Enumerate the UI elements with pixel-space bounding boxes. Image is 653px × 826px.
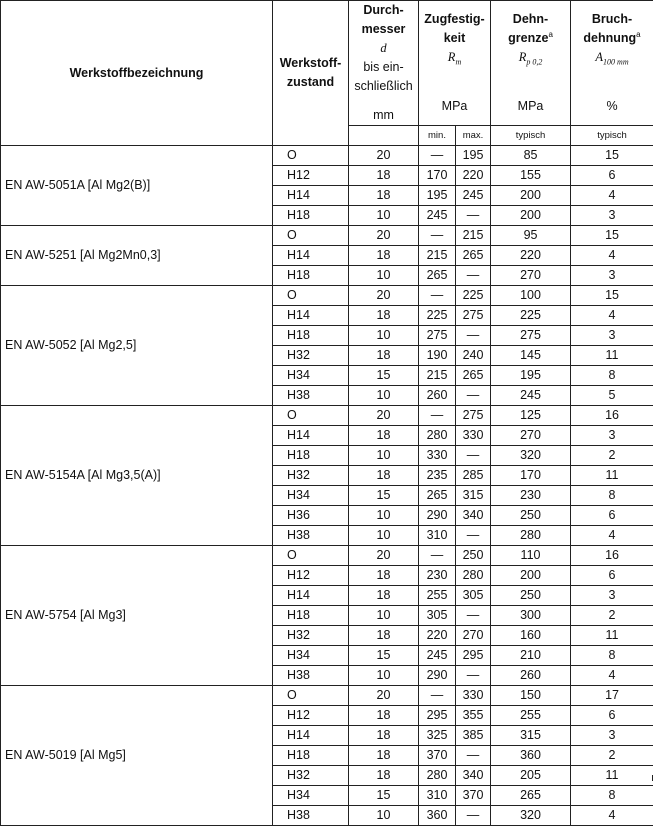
temper-cell: H38 — [273, 386, 349, 406]
proof-stress-cell: 230 — [491, 486, 571, 506]
tensile-max-cell: 240 — [456, 346, 491, 366]
elongation-cell: 8 — [571, 786, 653, 806]
proof-stress-cell: 125 — [491, 406, 571, 426]
temper-cell: H14 — [273, 726, 349, 746]
proof-stress-cell: 145 — [491, 346, 571, 366]
diameter-cell: 18 — [349, 746, 419, 766]
elongation-cell: 5 — [571, 386, 653, 406]
tensile-max-cell: 195 — [456, 146, 491, 166]
proof-stress-cell: 275 — [491, 326, 571, 346]
proof-stress-cell: 200 — [491, 566, 571, 586]
elongation-cell: 11 — [571, 626, 653, 646]
temper-cell: H32 — [273, 766, 349, 786]
diameter-cell: 18 — [349, 706, 419, 726]
tensile-min-cell: — — [419, 546, 456, 566]
diameter-cell: 20 — [349, 286, 419, 306]
temper-cell: O — [273, 406, 349, 426]
tensile-max-cell: 370 — [456, 786, 491, 806]
temper-cell: H34 — [273, 486, 349, 506]
elongation-cell: 8 — [571, 646, 653, 666]
tensile-min-cell: 360 — [419, 806, 456, 826]
elongation-cell: 4 — [571, 186, 653, 206]
tensile-max-cell: — — [456, 746, 491, 766]
proof-stress-cell: 255 — [491, 706, 571, 726]
temper-cell: H12 — [273, 566, 349, 586]
elongation-cell: 11 — [571, 466, 653, 486]
proof-stress-cell: 320 — [491, 446, 571, 466]
tensile-max-cell: 265 — [456, 366, 491, 386]
table-row — [1, 226, 653, 246]
proof-stress-cell: 320 — [491, 806, 571, 826]
header-tensile-min: min. — [419, 126, 456, 146]
tensile-min-cell: 220 — [419, 626, 456, 646]
proof-stress-cell: 315 — [491, 726, 571, 746]
header-elongation-typ: typisch — [571, 126, 653, 146]
elongation-cell: 4 — [571, 246, 653, 266]
proof-stress-cell: 200 — [491, 206, 571, 226]
proof-stress-cell: 210 — [491, 646, 571, 666]
elongation-cell: 4 — [571, 526, 653, 546]
temper-cell: H18 — [273, 326, 349, 346]
elongation-cell: 3 — [571, 726, 653, 746]
elongation-cell: 2 — [571, 606, 653, 626]
elongation-cell: 2 — [571, 746, 653, 766]
tensile-min-cell: 310 — [419, 526, 456, 546]
tensile-max-cell: 340 — [456, 766, 491, 786]
table-row — [1, 686, 653, 706]
tensile-min-cell: — — [419, 286, 456, 306]
diameter-cell: 20 — [349, 406, 419, 426]
tensile-min-cell: 260 — [419, 386, 456, 406]
proof-stress-cell: 250 — [491, 506, 571, 526]
proof-stress-cell: 200 — [491, 186, 571, 206]
diameter-cell: 18 — [349, 426, 419, 446]
diameter-cell: 15 — [349, 786, 419, 806]
diameter-cell: 18 — [349, 726, 419, 746]
elongation-cell: 16 — [571, 406, 653, 426]
header-proof-typ: typisch — [491, 126, 571, 146]
proof-stress-cell: 270 — [491, 426, 571, 446]
tensile-max-cell: 275 — [456, 306, 491, 326]
tensile-min-cell: 280 — [419, 426, 456, 446]
diameter-cell: 10 — [349, 266, 419, 286]
tensile-min-cell: 255 — [419, 586, 456, 606]
temper-cell: H12 — [273, 706, 349, 726]
tensile-max-cell: 220 — [456, 166, 491, 186]
tensile-max-cell: — — [456, 606, 491, 626]
temper-cell: H38 — [273, 806, 349, 826]
temper-cell: H38 — [273, 666, 349, 686]
elongation-cell: 2 — [571, 446, 653, 466]
temper-cell: H38 — [273, 526, 349, 546]
tensile-max-cell: 305 — [456, 586, 491, 606]
proof-stress-cell: 225 — [491, 306, 571, 326]
tensile-max-cell: — — [456, 806, 491, 826]
proof-stress-cell: 195 — [491, 366, 571, 386]
proof-stress-cell: 265 — [491, 786, 571, 806]
tensile-max-cell: 330 — [456, 426, 491, 446]
tensile-max-cell: 280 — [456, 566, 491, 586]
temper-cell: H18 — [273, 206, 349, 226]
tensile-min-cell: 295 — [419, 706, 456, 726]
tensile-min-cell: 245 — [419, 646, 456, 666]
temper-cell: H18 — [273, 446, 349, 466]
elongation-cell: 3 — [571, 426, 653, 446]
header-elongation: Bruch- dehnung$^a$ $A_{100 mm}$ % — [571, 1, 653, 126]
header-designation: Werkstoffbezeichnung — [1, 1, 273, 146]
tensile-max-cell: 340 — [456, 506, 491, 526]
header-proof-stress: Dehn- grenze$^a$ $R_{p 0,2}$ MPa — [491, 1, 571, 126]
proof-stress-cell: 85 — [491, 146, 571, 166]
tensile-max-cell: 330 — [456, 686, 491, 706]
diameter-cell: 20 — [349, 686, 419, 706]
tensile-min-cell: 170 — [419, 166, 456, 186]
diameter-cell: 10 — [349, 666, 419, 686]
proof-stress-cell: 270 — [491, 266, 571, 286]
temper-cell: H12 — [273, 166, 349, 186]
tensile-max-cell: 385 — [456, 726, 491, 746]
tensile-max-cell: — — [456, 326, 491, 346]
elongation-cell: 11 — [571, 766, 653, 786]
elongation-cell: 6 — [571, 706, 653, 726]
proof-stress-cell: 360 — [491, 746, 571, 766]
header-diameter-sub — [349, 126, 419, 146]
diameter-cell: 10 — [349, 806, 419, 826]
temper-cell: H14 — [273, 186, 349, 206]
temper-cell: H18 — [273, 746, 349, 766]
diameter-cell: 18 — [349, 306, 419, 326]
proof-stress-cell: 170 — [491, 466, 571, 486]
diameter-cell: 18 — [349, 766, 419, 786]
temper-cell: O — [273, 146, 349, 166]
designation-cell: EN AW-5051A [Al Mg2(B)] — [1, 146, 273, 226]
temper-cell: H32 — [273, 346, 349, 366]
table-row — [1, 146, 653, 166]
diameter-cell: 10 — [349, 206, 419, 226]
tensile-min-cell: 265 — [419, 266, 456, 286]
elongation-cell: 17 — [571, 686, 653, 706]
proof-stress-cell: 160 — [491, 626, 571, 646]
temper-cell: H18 — [273, 266, 349, 286]
proof-stress-cell: 245 — [491, 386, 571, 406]
elongation-cell: 4 — [571, 806, 653, 826]
elongation-cell: 6 — [571, 506, 653, 526]
tensile-max-cell: — — [456, 526, 491, 546]
diameter-cell: 15 — [349, 486, 419, 506]
tensile-min-cell: — — [419, 406, 456, 426]
temper-cell: H34 — [273, 366, 349, 386]
tensile-max-cell: 275 — [456, 406, 491, 426]
diameter-cell: 18 — [349, 186, 419, 206]
proof-stress-cell: 280 — [491, 526, 571, 546]
temper-cell: H32 — [273, 626, 349, 646]
tensile-max-cell: 215 — [456, 226, 491, 246]
tensile-min-cell: — — [419, 146, 456, 166]
elongation-cell: 8 — [571, 366, 653, 386]
header-tensile: Zugfestig- keit $R_m$ MPa — [419, 1, 491, 126]
tensile-min-cell: 330 — [419, 446, 456, 466]
proof-stress-cell: 155 — [491, 166, 571, 186]
elongation-cell: 3 — [571, 586, 653, 606]
tensile-min-cell: 370 — [419, 746, 456, 766]
proof-stress-cell: 220 — [491, 246, 571, 266]
temper-cell: H14 — [273, 426, 349, 446]
diameter-cell: 18 — [349, 626, 419, 646]
elongation-cell: 3 — [571, 326, 653, 346]
tensile-min-cell: 195 — [419, 186, 456, 206]
header-diameter: Durch- messer d bis ein- schließlich mm — [349, 1, 419, 126]
tensile-min-cell: — — [419, 686, 456, 706]
temper-cell: H14 — [273, 246, 349, 266]
tensile-max-cell: 285 — [456, 466, 491, 486]
tensile-max-cell: 245 — [456, 186, 491, 206]
tensile-min-cell: 310 — [419, 786, 456, 806]
tensile-min-cell: 215 — [419, 366, 456, 386]
elongation-cell: 15 — [571, 226, 653, 246]
tensile-min-cell: 275 — [419, 326, 456, 346]
temper-cell: O — [273, 286, 349, 306]
proof-stress-cell: 250 — [491, 586, 571, 606]
proof-stress-cell: 150 — [491, 686, 571, 706]
tensile-min-cell: 290 — [419, 506, 456, 526]
proof-stress-cell: 260 — [491, 666, 571, 686]
temper-cell: H34 — [273, 646, 349, 666]
diameter-cell: 10 — [349, 386, 419, 406]
designation-cell: EN AW-5754 [Al Mg3] — [1, 546, 273, 686]
temper-cell: H14 — [273, 306, 349, 326]
diameter-cell: 10 — [349, 526, 419, 546]
tensile-max-cell: — — [456, 446, 491, 466]
header-tensile-max: max. — [456, 126, 491, 146]
tensile-max-cell: — — [456, 206, 491, 226]
proof-stress-cell: 205 — [491, 766, 571, 786]
elongation-cell: 15 — [571, 286, 653, 306]
proof-stress-cell: 110 — [491, 546, 571, 566]
temper-cell: H36 — [273, 506, 349, 526]
tensile-min-cell: 280 — [419, 766, 456, 786]
proof-stress-cell: 95 — [491, 226, 571, 246]
diameter-cell: 18 — [349, 466, 419, 486]
diameter-cell: 20 — [349, 146, 419, 166]
tensile-max-cell: — — [456, 386, 491, 406]
elongation-cell: 15 — [571, 146, 653, 166]
tensile-min-cell: 190 — [419, 346, 456, 366]
diameter-cell: 10 — [349, 326, 419, 346]
tensile-max-cell: 250 — [456, 546, 491, 566]
table-continuation — [0, 775, 653, 781]
diameter-cell: 18 — [349, 246, 419, 266]
table-row — [1, 286, 653, 306]
designation-cell: EN AW-5251 [Al Mg2Mn0,3] — [1, 226, 273, 286]
temper-cell: O — [273, 686, 349, 706]
table-row — [1, 406, 653, 426]
tensile-max-cell: 315 — [456, 486, 491, 506]
tensile-max-cell: 295 — [456, 646, 491, 666]
tensile-max-cell: — — [456, 666, 491, 686]
tensile-max-cell: 270 — [456, 626, 491, 646]
diameter-cell: 20 — [349, 546, 419, 566]
tensile-max-cell: 355 — [456, 706, 491, 726]
designation-cell: EN AW-5052 [Al Mg2,5] — [1, 286, 273, 406]
tensile-min-cell: 305 — [419, 606, 456, 626]
diameter-cell: 20 — [349, 226, 419, 246]
tensile-min-cell: 225 — [419, 306, 456, 326]
temper-cell: H18 — [273, 606, 349, 626]
tensile-max-cell: 225 — [456, 286, 491, 306]
diameter-cell: 15 — [349, 646, 419, 666]
elongation-cell: 6 — [571, 166, 653, 186]
diameter-cell: 10 — [349, 606, 419, 626]
tensile-min-cell: 265 — [419, 486, 456, 506]
tensile-min-cell: — — [419, 226, 456, 246]
header-temper: Werkstoff-zustand — [273, 1, 349, 146]
tensile-max-cell: — — [456, 266, 491, 286]
temper-cell: H32 — [273, 466, 349, 486]
diameter-cell: 10 — [349, 506, 419, 526]
diameter-cell: 18 — [349, 346, 419, 366]
diameter-cell: 15 — [349, 366, 419, 386]
table-body — [1, 146, 653, 826]
diameter-cell: 18 — [349, 166, 419, 186]
table-row — [1, 546, 653, 566]
tensile-max-cell: 265 — [456, 246, 491, 266]
elongation-cell: 6 — [571, 566, 653, 586]
elongation-cell: 16 — [571, 546, 653, 566]
elongation-cell: 3 — [571, 266, 653, 286]
diameter-cell: 18 — [349, 566, 419, 586]
proof-stress-cell: 300 — [491, 606, 571, 626]
temper-cell: O — [273, 226, 349, 246]
elongation-cell: 4 — [571, 666, 653, 686]
elongation-cell: 11 — [571, 346, 653, 366]
diameter-cell: 10 — [349, 446, 419, 466]
tensile-min-cell: 245 — [419, 206, 456, 226]
elongation-cell: 8 — [571, 486, 653, 506]
designation-cell: EN AW-5154A [Al Mg3,5(A)] — [1, 406, 273, 546]
temper-cell: H34 — [273, 786, 349, 806]
temper-cell: H14 — [273, 586, 349, 606]
elongation-cell: 4 — [571, 306, 653, 326]
proof-stress-cell: 100 — [491, 286, 571, 306]
tensile-min-cell: 215 — [419, 246, 456, 266]
designation-cell: EN AW-5019 [Al Mg5] — [1, 686, 273, 826]
temper-cell: O — [273, 546, 349, 566]
elongation-cell: 3 — [571, 206, 653, 226]
tensile-min-cell: 325 — [419, 726, 456, 746]
diameter-cell: 18 — [349, 586, 419, 606]
tensile-min-cell: 235 — [419, 466, 456, 486]
tensile-min-cell: 230 — [419, 566, 456, 586]
tensile-min-cell: 290 — [419, 666, 456, 686]
